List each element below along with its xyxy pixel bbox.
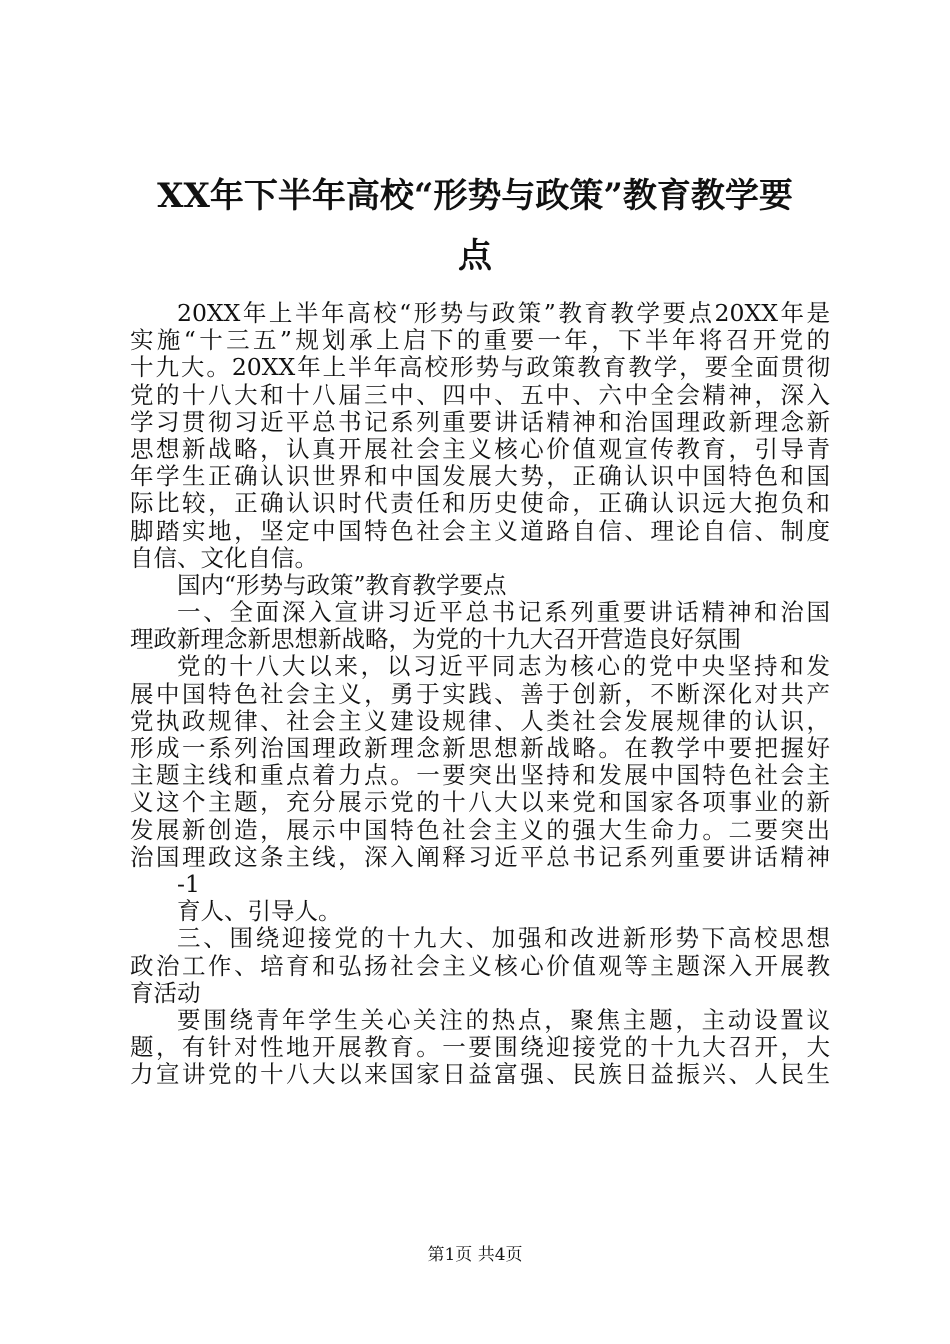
body-line: 思想新战略，认真开展社会主义核心价值观宣传教育，引导青: [130, 434, 830, 463]
body-line: 力宣讲党的十八大以来国家日益富强、民族日益振兴、人民生: [130, 1060, 830, 1089]
body-line: 脚踏实地，坚定中国特色社会主义道路自信、理论自信、制度: [130, 516, 830, 545]
subsection-heading: 理政新理念新思想新战略，为党的十九大召开营造良好氛围: [130, 625, 741, 654]
body-line: 学习贯彻习近平总书记系列重要讲话精神和治国理政新理念新: [130, 407, 830, 436]
body-line: 发展新创造，展示中国特色社会主义的强大生命力。二要突出: [130, 815, 830, 844]
body-line: 党执政规律、社会主义建设规律、人类社会发展规律的认识，: [130, 706, 830, 735]
body-line: 党的十八大和十八届三中、四中、五中、六中全会精神，深入: [130, 380, 830, 409]
body-line: 实施“十三五”规划承上启下的重要一年，下半年将召开党的: [130, 326, 830, 355]
body-line: 要围绕青年学生关心关注的热点，聚焦主题，主动设置议: [177, 1005, 830, 1034]
page-footer: 第1页 共4页: [427, 1245, 523, 1265]
body-line: 十九大。20XX年上半年高校形势与政策教育教学，要全面贯彻: [130, 353, 830, 382]
body-line: 题，有针对性地开展教育。一要围绕迎接党的十九大召开，大: [130, 1033, 830, 1062]
subsection-heading: 政治工作、培育和弘扬社会主义核心价值观等主题深入开展教: [130, 951, 830, 980]
body-line: 际比较，正确认识时代责任和历史使命，正确认识远大抱负和: [130, 489, 830, 518]
body-line: 20XX年上半年高校“形势与政策”教育教学要点20XX年是: [177, 299, 830, 327]
body-line: 年学生正确认识世界和中国发展大势，正确认识中国特色和国: [130, 462, 830, 491]
body-line: 自信、文化自信。: [130, 543, 318, 572]
subsection-heading: 育活动: [130, 978, 201, 1007]
title-line-1: XX年下半年高校“形势与政策”教育教学要: [157, 176, 793, 216]
body-line: 形成一系列治国理政新理念新思想新战略。在教学中要把握好: [130, 734, 830, 762]
body-line: 党的十八大以来，以习近平同志为核心的党中央坚持和发: [177, 652, 830, 681]
body-line: 展中国特色社会主义，勇于实践、善于创新，不断深化对共产: [130, 679, 830, 708]
body-line: 义这个主题，充分展示党的十八大以来党和国家各项事业的新: [130, 788, 830, 817]
page-marker: -1: [177, 869, 200, 898]
subsection-heading: 三、围绕迎接党的十九大、加强和改进新形势下高校思想: [177, 924, 830, 953]
title-line-2: 点: [458, 236, 492, 276]
section-heading: 国内“形势与政策”教育教学要点: [177, 570, 507, 599]
subsection-heading: 一、全面深入宣讲习近平总书记系列重要讲话精神和治国: [177, 598, 830, 627]
document-title: [120, 166, 830, 286]
body-line: 育人、引导人。: [177, 897, 342, 926]
document-body: [130, 300, 830, 1088]
body-line: 治国理政这条主线，深入阐释习近平总书记系列重要讲话精神: [130, 842, 830, 871]
body-line: 主题主线和重点着力点。一要突出坚持和发展中国特色社会主: [130, 761, 830, 790]
